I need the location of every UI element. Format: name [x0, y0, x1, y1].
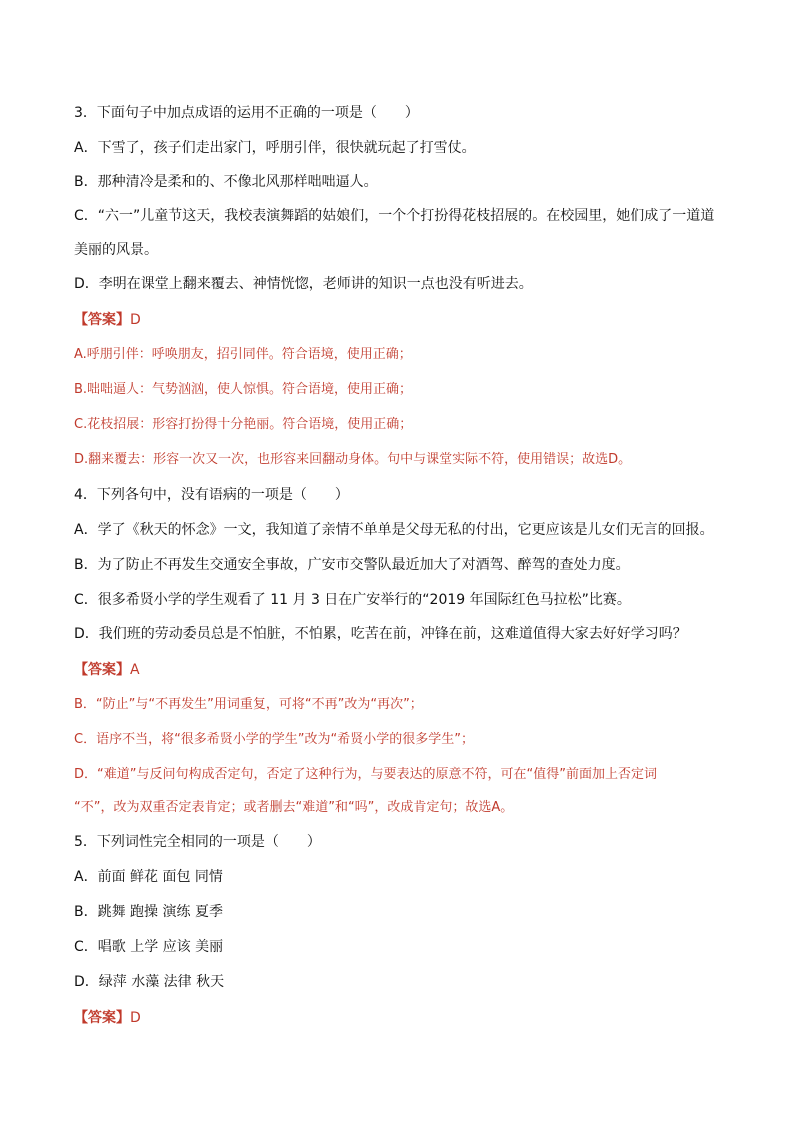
answer-label: 【答案】: [74, 662, 130, 678]
q3-stem: 3．下面句子中加点成语的运用不正确的一项是（ ）: [74, 105, 419, 121]
answer-letter: A: [130, 662, 140, 678]
q4-option-a: A．学了《秋天的怀念》一文，我知道了亲情不单单是父母无私的付出，它更应该是儿女们无言的回报。: [74, 522, 714, 538]
answer-letter: D: [130, 1010, 141, 1026]
q5-option-a: A．前面 鲜花 面包 同情: [74, 869, 223, 885]
q3-option-c-cont: 美丽的风景。: [74, 242, 158, 258]
q4-explain-d-cont: “不”，改为双重否定表肯定；或者删去“难道”和“吗”，改成肯定句；故选A。: [74, 800, 514, 815]
answer-label: 【答案】: [74, 312, 130, 328]
q4-option-c: C．很多希贤小学的学生观看了 11 月 3 日在广安举行的“2019 年国际红色马拉松”比赛。: [74, 592, 631, 608]
q4-explain-c: C．语序不当，将“很多希贤小学的学生”改为“希贤小学的很多学生”；: [74, 732, 475, 747]
q4-stem: 4．下列各句中，没有语病的一项是（ ）: [74, 487, 349, 503]
q5-option-d: D．绿萍 水藻 法律 秋天: [74, 974, 225, 990]
q5-option-b: B．跳舞 跑操 演练 夏季: [74, 904, 223, 920]
q3-explain-a: A.呼朋引伴：呼唤朋友，招引同伴。符合语境，使用正确；: [74, 347, 412, 362]
q4-explain-b: B．“防止”与“不再发生”用词重复，可将“不再”改为“再次”；: [74, 697, 423, 712]
q5-stem: 5．下列词性完全相同的一项是（ ）: [74, 834, 321, 850]
q4-option-b: B．为了防止不再发生交通安全事故，广安市交警队最近加大了对酒驾、醉驾的查处力度。: [74, 557, 630, 573]
q3-explain-b: B.咄咄逼人：气势汹汹，使人惊惧。符合语境，使用正确；: [74, 382, 413, 397]
answer-letter: D: [130, 312, 141, 328]
q3-option-a: A．下雪了，孩子们走出家门，呼朋引伴，很快就玩起了打雪仗。: [74, 140, 476, 156]
q4-option-d: D．我们班的劳动委员总是不怕脏，不怕累，吃苦在前，冲锋在前，这难道值得大家去好好学习吗？: [74, 626, 687, 642]
q4-answer: [74, 660, 734, 680]
q3-explain-d: D.翻来覆去：形容一次又一次，也形容来回翻动身体。句中与课堂实际不符，使用错误；故选D。: [74, 452, 632, 467]
q3-explain-c: C.花枝招展：形容打扮得十分艳丽。符合语境，使用正确；: [74, 417, 413, 432]
q3-option-d: D．李明在课堂上翻来覆去、神情恍惚，老师讲的知识一点也没有听进去。: [74, 276, 533, 292]
q5-answer: [74, 1008, 734, 1028]
q3-option-b: B．那种清冷是柔和的、不像北风那样咄咄逼人。: [74, 174, 378, 190]
q3-option-c: C．“六一”儿童节这天，我校表演舞蹈的姑娘们，一个个打扮得花枝招展的。在校园里，她们成了一道道: [74, 208, 715, 224]
answer-label: 【答案】: [74, 1010, 130, 1026]
q3-answer: [74, 310, 734, 330]
q5-option-c: C．唱歌 上学 应该 美丽: [74, 939, 224, 955]
q4-explain-d: D．“难道”与反问句构成否定句，否定了这种行为，与要表达的原意不符，可在“值得”前面加上否定词: [74, 767, 657, 782]
